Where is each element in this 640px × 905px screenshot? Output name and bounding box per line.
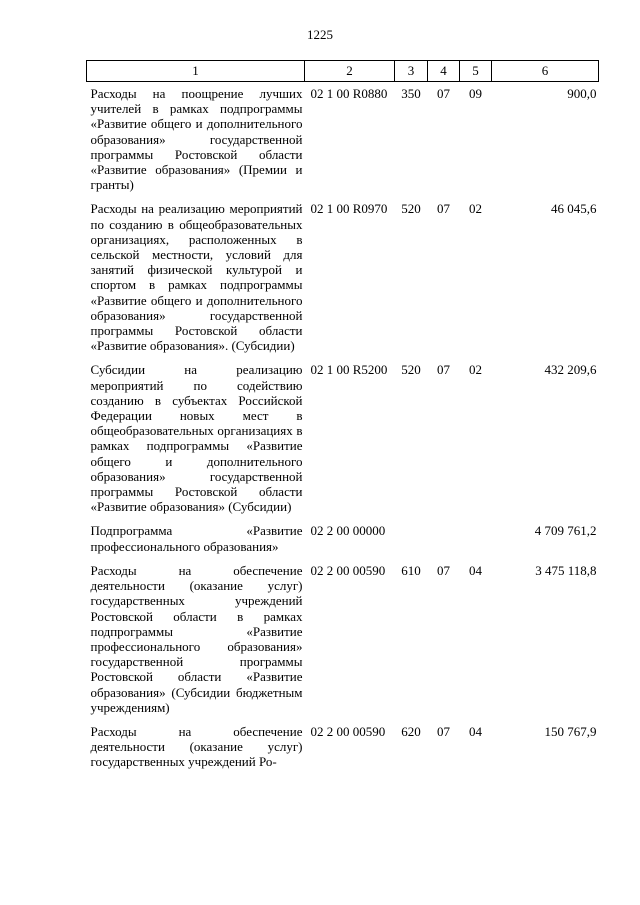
row-amount: 432 209,6 — [544, 362, 597, 378]
row-section: 07 — [437, 562, 450, 578]
table-row — [87, 559, 599, 720]
row-description: Расходы на реализацию мероприятий по созданию в общеобразовательных организациях, расположенных в сельской местности, условий для занятий физической культурой и спортом в рамках подпрограммы «Развитие общего и дополнительного образования» государственной программы Ростовской области «Развитие образования». (Субсидии) — [90, 201, 303, 354]
header-cell-3: 3 — [395, 61, 428, 82]
header-cell-5: 5 — [460, 61, 492, 82]
row-amount: 900,0 — [567, 86, 597, 101]
row-expense-type: 620 — [401, 723, 421, 739]
row-description: Расходы на обеспечение деятельности (оказание услуг) государственных учреждений Ро- — [90, 723, 303, 770]
header-cell-1: 1 — [87, 61, 305, 82]
row-target-code: 02 1 00 R0880 — [310, 86, 388, 101]
row-section: 07 — [437, 201, 450, 217]
row-target-code: 02 1 00 R5200 — [310, 362, 388, 378]
row-target-code: 02 2 00 00000 — [310, 523, 386, 539]
header-cell-2: 2 — [305, 61, 395, 82]
row-target-code: 02 2 00 00590 — [310, 723, 386, 739]
header-cell-6: 6 — [492, 61, 599, 82]
row-description: Расходы на поощрение лучших учителей в рамках подпрограммы «Развитие общего и дополнительного образования» государственной программы Ростовской области «Развитие образования» (Премии и гранты) — [90, 86, 303, 193]
row-subsection: 04 — [469, 723, 482, 739]
row-subsection: 09 — [469, 86, 482, 101]
row-subsection: 04 — [469, 562, 482, 578]
row-section: 07 — [437, 723, 450, 739]
row-section — [428, 519, 460, 558]
table-row — [87, 82, 599, 198]
row-section: 07 — [437, 362, 450, 378]
row-expense-type — [395, 519, 428, 558]
row-description: Расходы на обеспечение деятельности (оказание услуг) государственных учреждений Ростовской области в рамках подпрограммы «Развитие профессионального образования» государственной программы Ростовской области «Развитие образования» (Субсидии бюджетным учреждениям) — [90, 562, 303, 715]
row-subsection — [460, 519, 492, 558]
row-expense-type: 350 — [401, 86, 421, 101]
table-row — [87, 358, 599, 519]
table-row — [87, 519, 599, 558]
row-section: 07 — [437, 86, 450, 101]
row-amount: 46 045,6 — [551, 201, 597, 217]
budget-table — [86, 60, 599, 775]
page-number: 1225 — [307, 27, 333, 42]
row-expense-type: 610 — [401, 562, 421, 578]
row-description: Подпрограмма «Развитие профессионального образования» — [90, 523, 303, 554]
row-expense-type: 520 — [401, 201, 421, 217]
table-row — [87, 197, 599, 358]
row-amount: 4 709 761,2 — [534, 523, 597, 539]
row-description: Субсидии на реализацию мероприятий по содействию созданию в субъектах Российской Федерации новых мест в общеобразовательных организациях в рамках подпрограммы «Развитие общего и дополнительного образования» государственной программы Ростовской области «Развитие образования» (Субсидии) — [90, 362, 303, 515]
row-subsection: 02 — [469, 362, 482, 378]
row-expense-type: 520 — [401, 362, 421, 378]
row-target-code: 02 2 00 00590 — [310, 562, 386, 578]
row-amount: 3 475 118,8 — [535, 562, 597, 578]
table-header-row — [87, 61, 599, 82]
row-subsection: 02 — [469, 201, 482, 217]
row-amount: 150 767,9 — [544, 723, 597, 739]
header-cell-4: 4 — [428, 61, 460, 82]
table-row — [87, 720, 599, 775]
row-target-code: 02 1 00 R0970 — [310, 201, 388, 217]
